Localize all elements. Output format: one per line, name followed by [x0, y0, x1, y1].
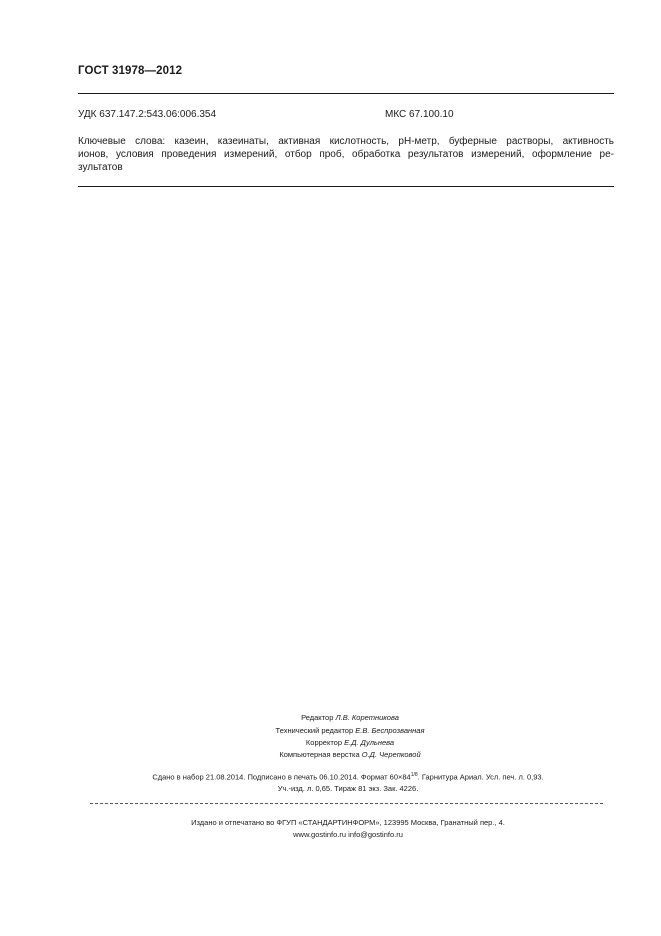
credit-editor: [200, 713, 500, 722]
corrector-name: Е.Д. Дульнева: [344, 738, 395, 747]
standard-number: ГОСТ 31978—2012: [78, 65, 183, 77]
keywords-line-2: ионов, условия проведения измерений, отбор проб, обработка результатов измерений, оформление ре-: [78, 149, 614, 160]
keywords-line-3: зультатов: [78, 162, 123, 173]
corrector-label: Корректор: [305, 738, 343, 747]
keywords-rule: [78, 186, 614, 187]
credit-tech-editor: [200, 726, 500, 735]
tech-editor-label: Технический редактор: [275, 726, 354, 735]
tech-editor-name: Е.В. Беспрозванная: [355, 726, 425, 735]
credit-layout: [200, 750, 500, 759]
editor-name: Л.В. Коретникова: [335, 713, 399, 722]
udk-code: УДК 637.147.2:543.06:006.354: [78, 109, 217, 120]
keywords-line-1: Ключевые слова: казеин, казеинаты, активная кислотность, pH-метр, буферные растворы, активность: [78, 136, 614, 147]
credit-corrector: [200, 738, 500, 747]
print-info-line-1: [78, 772, 618, 782]
layout-name: О.Д. Черепковой: [361, 750, 421, 759]
print-info-tail: . Гарнитура Ариал. Усл. печ. л. 0,93.: [417, 772, 544, 782]
publisher-contacts: www.gostinfo.ru info@gostinfo.ru: [293, 830, 403, 839]
mks-code: МКС 67.100.10: [385, 109, 454, 120]
print-info-line-2: Уч.-изд. л. 0,65. Тираж 81 экз. Зак. 4226.: [277, 784, 419, 793]
print-info-main: Сдано в набор 21.08.2014. Подписано в печать 06.10.2014. Формат 60×84: [152, 772, 411, 782]
header-rule: [78, 93, 614, 94]
format-fraction: 1/8: [410, 772, 418, 778]
footer-divider: [90, 803, 603, 804]
keywords-paragraph: [78, 135, 614, 174]
publisher-line-1: Издано и отпечатано во ФГУП «СТАНДАРТИНФОРМ», 123995 Москва, Гранатный пер., 4.: [191, 818, 505, 827]
editor-label: Редактор: [301, 713, 334, 722]
layout-label: Компьютерная верстка: [279, 750, 360, 759]
